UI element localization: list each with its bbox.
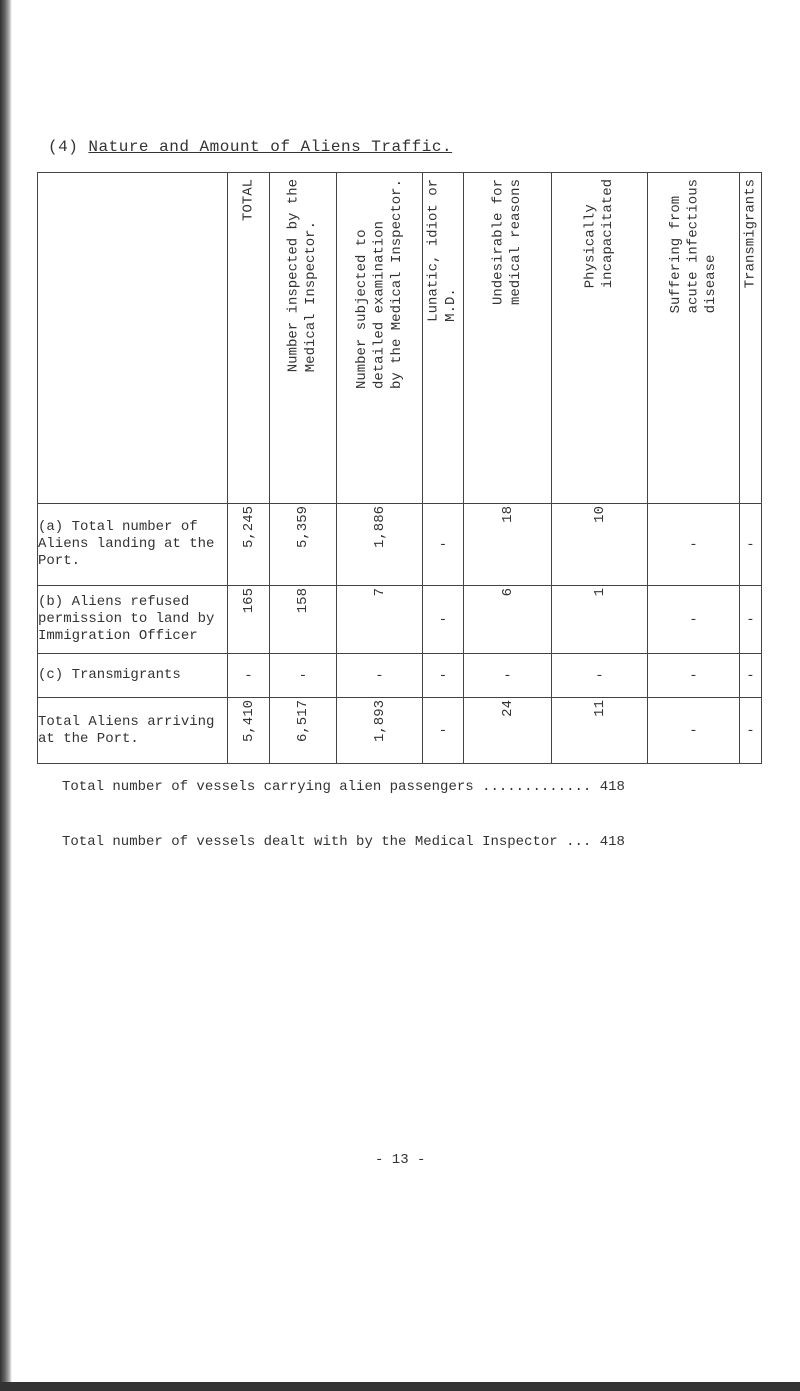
column-header-total: TOTAL bbox=[228, 173, 270, 504]
table-cell: 18 bbox=[464, 504, 552, 586]
table-cell: - bbox=[228, 654, 270, 698]
table-cell: 5,410 bbox=[228, 698, 270, 764]
row-label: (b) Aliens refused permission to land by Immigration Officer bbox=[38, 586, 228, 654]
section-title: Nature and Amount of Aliens Traffic. bbox=[88, 138, 453, 156]
header-row bbox=[38, 173, 762, 504]
column-header-infectious: Suffering from acute infectious disease bbox=[648, 173, 740, 504]
table-cell: - bbox=[423, 654, 464, 698]
table-cell: - bbox=[423, 586, 464, 654]
table-cell: - bbox=[648, 654, 740, 698]
table-cell: 6,517 bbox=[270, 698, 337, 764]
table-cell: 1,893 bbox=[337, 698, 423, 764]
table-cell: 165 bbox=[228, 586, 270, 654]
table-cell: 158 bbox=[270, 586, 337, 654]
table-cell: - bbox=[740, 504, 762, 586]
table-cell: - bbox=[740, 654, 762, 698]
page-number: - 13 - bbox=[375, 1152, 426, 1168]
page-bottom-edge bbox=[0, 1382, 800, 1391]
page-binding-edge bbox=[0, 0, 12, 1391]
vessel-summary bbox=[62, 742, 625, 869]
corner-cell bbox=[38, 173, 228, 504]
table-cell: 1,886 bbox=[337, 504, 423, 586]
table-cell: 5,245 bbox=[228, 504, 270, 586]
table-cell: - bbox=[648, 586, 740, 654]
table-cell: - bbox=[552, 654, 648, 698]
table-row bbox=[38, 654, 762, 698]
row-label: Total Aliens arriving at the Port. bbox=[38, 698, 228, 764]
table-cell: 7 bbox=[337, 586, 423, 654]
table-cell: - bbox=[337, 654, 423, 698]
vessels-dealt-line: Total number of vessels dealt with by the Medical Inspector ... 418 bbox=[62, 833, 625, 850]
row-label: (a) Total number of Aliens landing at the Port. bbox=[38, 504, 228, 586]
table-cell: - bbox=[648, 504, 740, 586]
column-header-incapacitated: Physically incapacitated bbox=[552, 173, 648, 504]
table-cell: - bbox=[740, 586, 762, 654]
table-cell: - bbox=[740, 698, 762, 764]
section-heading bbox=[48, 138, 452, 156]
table-cell: 10 bbox=[552, 504, 648, 586]
column-header-inspected: Number inspected by the Medical Inspector. bbox=[270, 173, 337, 504]
table-cell: 5,359 bbox=[270, 504, 337, 586]
table-cell: - bbox=[270, 654, 337, 698]
table-cell: - bbox=[464, 654, 552, 698]
table-row bbox=[38, 504, 762, 586]
table-cell: 1 bbox=[552, 586, 648, 654]
table-cell: - bbox=[423, 698, 464, 764]
table-row bbox=[38, 586, 762, 654]
column-header-undesirable: Undesirable for medical reasons bbox=[464, 173, 552, 504]
table-cell: 6 bbox=[464, 586, 552, 654]
vessels-carrying-line: Total number of vessels carrying alien passengers ............. 418 bbox=[62, 779, 625, 796]
section-number: (4) bbox=[48, 138, 79, 156]
table-cell: 24 bbox=[464, 698, 552, 764]
table-cell: - bbox=[423, 504, 464, 586]
column-header-transmigrants: Transmigrants bbox=[740, 173, 762, 504]
column-header-detailed-exam: Number subjected to detailed examination by the Medical Inspector. bbox=[337, 173, 423, 504]
row-label: (c) Transmigrants bbox=[38, 654, 228, 698]
table-cell: - bbox=[648, 698, 740, 764]
aliens-traffic-table bbox=[37, 172, 762, 764]
column-header-lunatic: Lunatic, idiot or M.D. bbox=[423, 173, 464, 504]
table-cell: 11 bbox=[552, 698, 648, 764]
